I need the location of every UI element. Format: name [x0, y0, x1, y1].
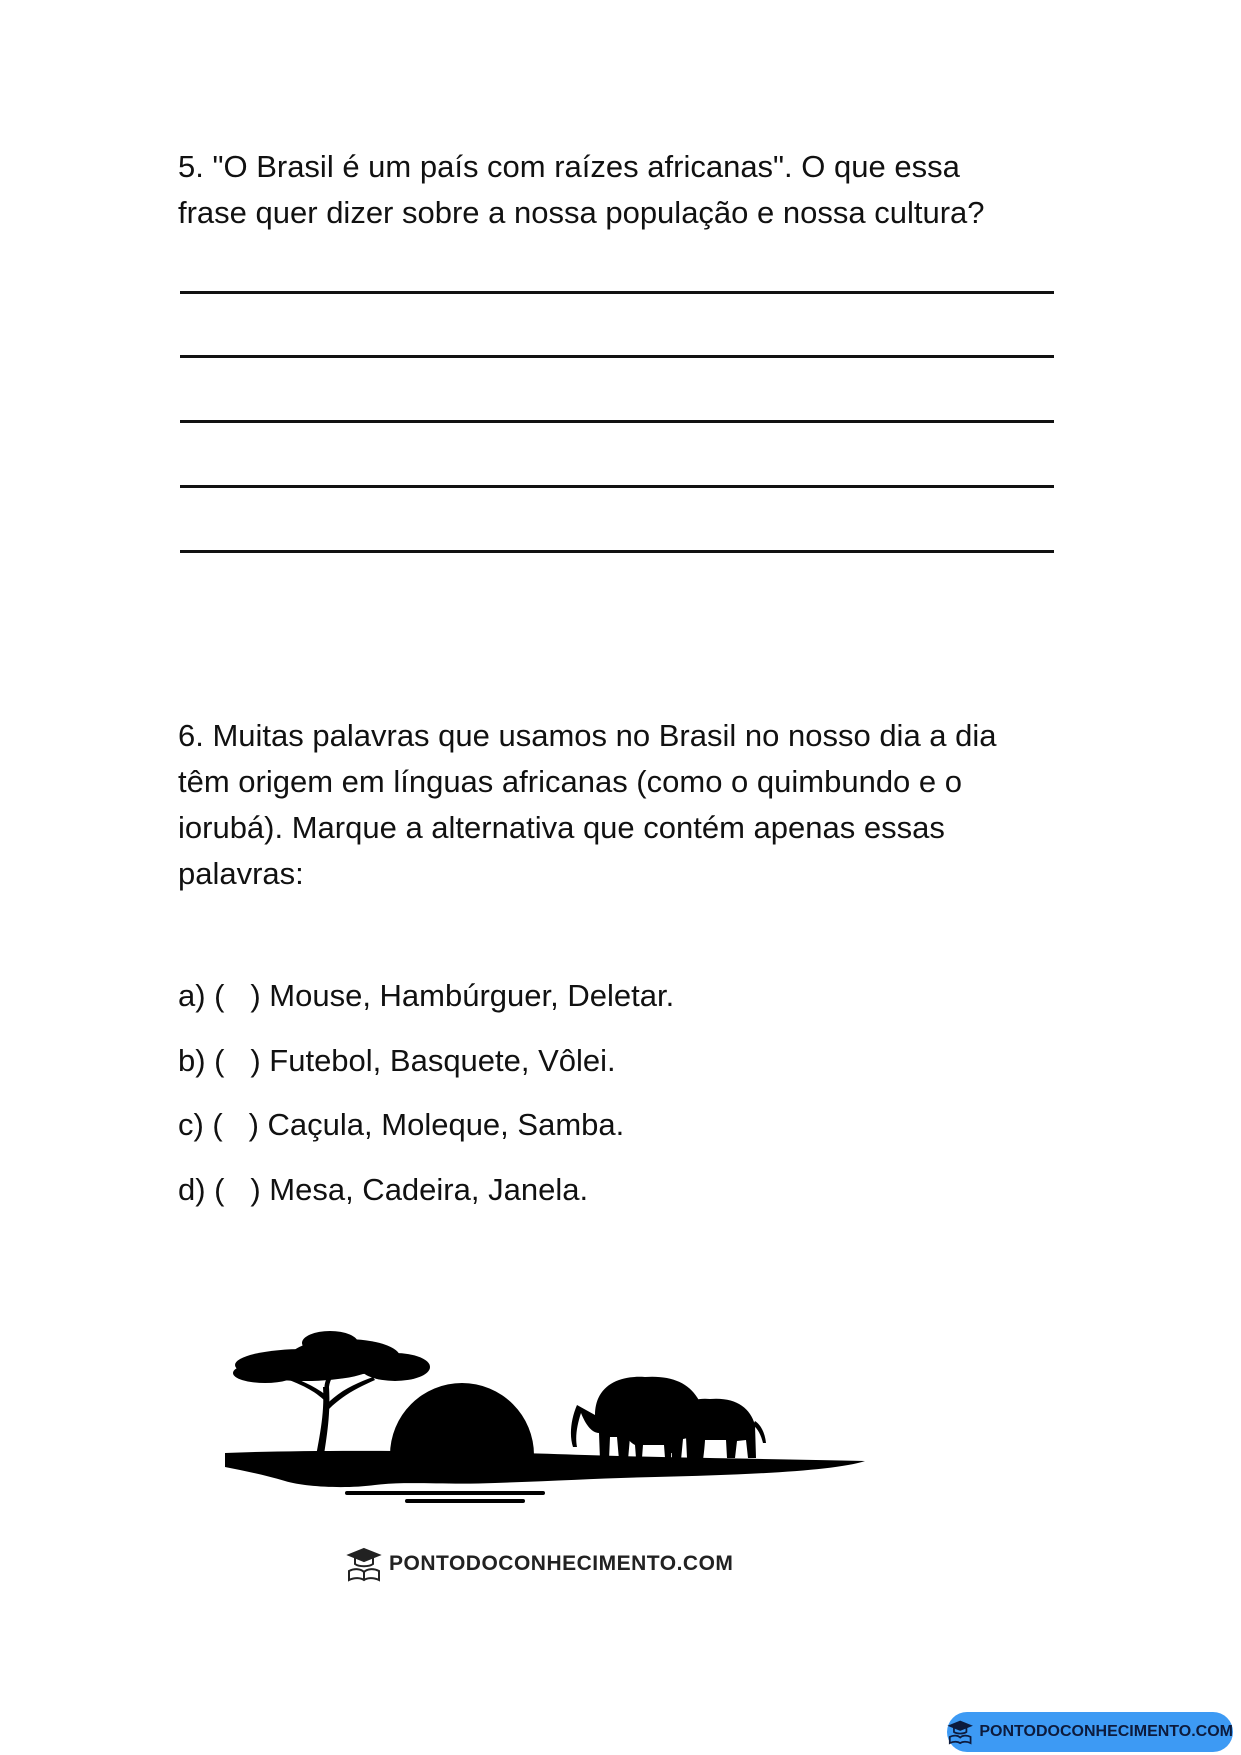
question-5-line-1: 5. "O Brasil é um país com raízes africanas". O que essa	[178, 149, 960, 184]
sun-icon	[390, 1383, 534, 1455]
option-a[interactable]: a) ( ) Mouse, Hambúrguer, Deletar.	[178, 978, 675, 1013]
logo-text: PONTODOCONHECIMENTO.COM	[389, 1552, 734, 1575]
savanna-illustration	[225, 1325, 865, 1505]
ground	[225, 1451, 865, 1487]
answer-line-5[interactable]	[180, 550, 1054, 553]
question-5-text	[178, 144, 1078, 236]
question-6-line-2: têm origem em línguas africanas (como o quimbundo e o	[178, 764, 963, 799]
option-b[interactable]: b) ( ) Futebol, Basquete, Vôlei.	[178, 1043, 616, 1078]
question-6-line-3: iorubá). Marque a alternativa que contém apenas essas	[178, 810, 945, 845]
badge-text: PONTODOCONHECIMENTO.COM	[979, 1723, 1233, 1740]
graduation-book-icon	[947, 1718, 973, 1746]
answer-line-1[interactable]	[180, 291, 1054, 294]
question-5-line-2: frase quer dizer sobre a nossa população e nossa cultura?	[178, 195, 985, 230]
option-c[interactable]: c) ( ) Caçula, Moleque, Samba.	[178, 1107, 625, 1142]
answer-line-4[interactable]	[180, 485, 1054, 488]
question-6-line-1: 6. Muitas palavras que usamos no Brasil no nosso dia a dia	[178, 718, 997, 753]
site-badge[interactable]	[947, 1712, 1233, 1752]
question-6-line-4: palavras:	[178, 856, 304, 891]
graduation-book-icon	[345, 1545, 383, 1583]
site-logo	[345, 1544, 733, 1584]
option-d[interactable]: d) ( ) Mesa, Cadeira, Janela.	[178, 1172, 589, 1207]
question-6-text	[178, 713, 1078, 897]
elephant-icon	[667, 1399, 766, 1458]
answer-line-2[interactable]	[180, 355, 1054, 358]
answer-line-3[interactable]	[180, 420, 1054, 423]
